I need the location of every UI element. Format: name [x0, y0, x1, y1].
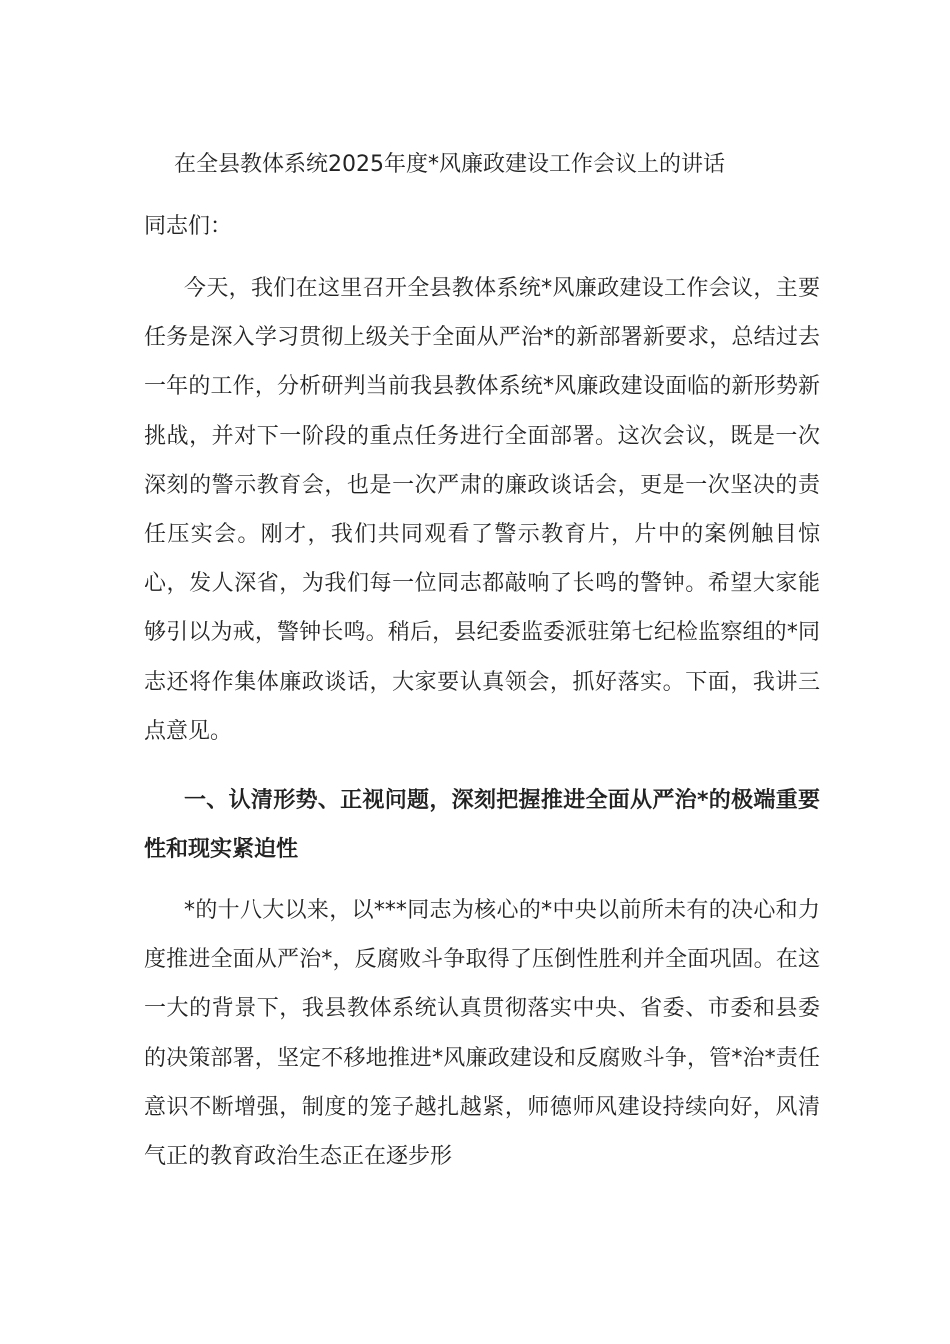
section-heading-1: 一、认清形势、正视问题，深刻把握推进全面从严治*的极端重要性和现实紧迫性	[144, 788, 820, 863]
document-title: 在全县教体系统2025年度*风廉政建设工作会议上的讲话	[174, 152, 725, 177]
body-paragraph-2: *的十八大以来，以***同志为核心的*中央以前所未有的决心和力度推进全面从严治*，反腐败斗争取得了压倒性胜利并全面巩固。在这一大的背景下，我县教体系统认真贯彻落实中央、省委、市委和县委的决策部署，坚定不移地推进*风廉政建设和反腐败斗争，管*治*责任意识不断增强，制度的笼子越扎越紧，师德师风建设持续向好，风清气正的教育政治生态正在逐步形	[144, 898, 820, 1170]
salutation: 同志们：	[144, 214, 233, 239]
body-paragraph-1: 今天，我们在这里召开全县教体系统*风廉政建设工作会议，主要任务是深入学习贯彻上级关于全面从严治*的新部署新要求，总结过去一年的工作，分析研判当前我县教体系统*风廉政建设面临的新形势新挑战，并对下一阶段的重点任务进行全面部署。这次会议，既是一次深刻的警示教育会，也是一次严肃的廉政谈话会，更是一次坚决的责任压实会。刚才，我们共同观看了警示教育片，片中的案例触目惊心，发人深省，为我们每一位同志都敲响了长鸣的警钟。希望大家能够引以为戒，警钟长鸣。稍后，县纪委监委派驻第七纪检监察组的*同志还将作集体廉政谈话，大家要认真领会，抓好落实。下面，我讲三点意见。	[144, 276, 820, 744]
